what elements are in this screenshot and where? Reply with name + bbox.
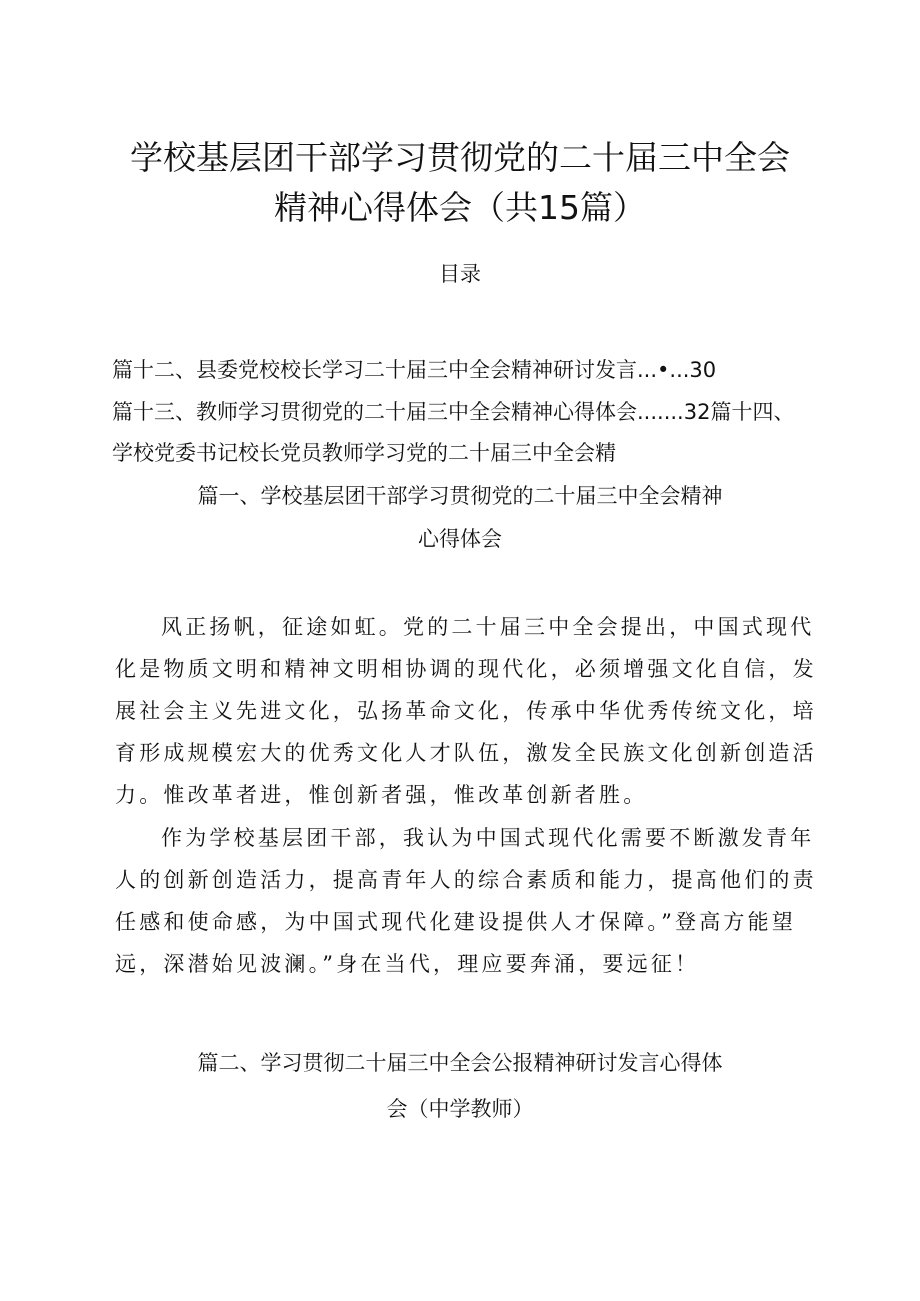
document-title-line-2: 精神心得体会（共15篇）	[274, 188, 646, 227]
toc-entry[interactable]: 篇十三、教师学习贯彻党的二十届三中全会精神心得体会.......32篇十四、	[112, 400, 795, 424]
toc-heading: 目录	[439, 262, 481, 286]
document-title-line-1: 学校基层团干部学习贯彻党的二十届三中全会	[130, 138, 790, 177]
section-2-title-line-1: 篇二、学习贯彻二十届三中全会公报精神研讨发言心得体	[197, 1051, 723, 1075]
section-2-title-line-2: 会（中学教师）	[386, 1097, 534, 1121]
section-1-title-line-2: 心得体会	[418, 527, 502, 551]
toc-entry[interactable]: 学校党委书记校长党员教师学习党的二十届三中全会精	[112, 441, 616, 465]
section-1-title-line-1: 篇一、学校基层团干部学习贯彻党的二十届三中全会精神	[197, 484, 723, 508]
body-paragraph: 风正扬帆，征途如虹。党的二十届三中全会提出，中国式现代化是物质文明和精神文明相协调的现代化，必须增强文化自信，发展社会主义先进文化，弘扬革命文化，传承中华优秀传统文化，培育形成规模宏大的优秀文化人才队伍，激发全民族文化创新创造活力。惟改革者进，惟创新者强，惟改革创新者胜。	[115, 615, 817, 807]
body-paragraph: 作为学校基层团干部，我认为中国式现代化需要不断激发青年人的创新创造活力，提高青年人的综合素质和能力，提高他们的责任感和使命感，为中国式现代化建设提供人才保障。”登高方能望远，深潜始见波澜。”身在当代，理应要奔涌，要远征！	[115, 826, 817, 976]
toc-entry[interactable]: 篇十二、县委党校校长学习二十届三中全会精神研讨发言...•...30	[112, 358, 717, 382]
